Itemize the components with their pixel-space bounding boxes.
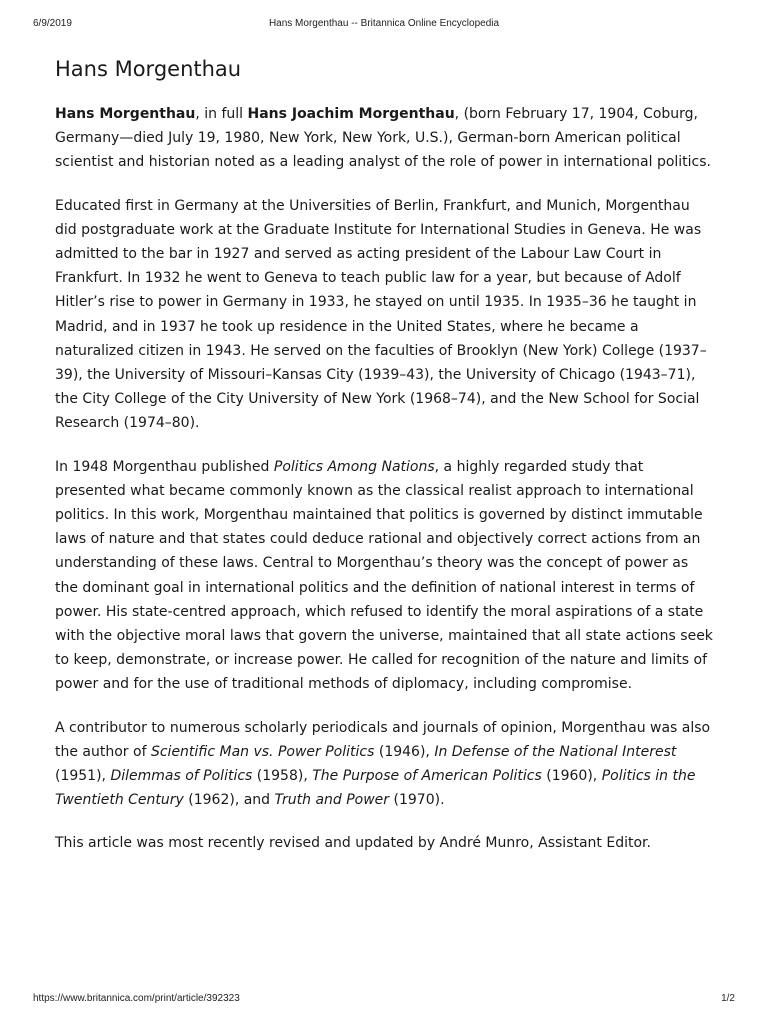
politics-among-nations-paragraph (55, 455, 715, 697)
paragraph-text: (1946), (374, 743, 435, 760)
page-number: 1/2 (721, 993, 735, 1004)
book-title: Scientific Man vs. Power Politics (150, 743, 375, 760)
paragraph-text: (1970). (389, 792, 445, 809)
book-title: Politics Among Nations (273, 458, 435, 475)
subject-full-name: Hans Joachim Morgenthau (247, 106, 455, 122)
education-paragraph: Educated first in Germany at the Universities of Berlin, Frankfurt, and Munich, Morgenthau did postgraduate work at the Graduate Institute for International Studies in Geneva. He was admitted to the bar in 1927 and served as acting president of the Labour Law Court in Frankfurt. In 1932 he went to Geneva to teach public law for a year, but because of Adolf Hitler’s rise to power in Germany in 1933, he stayed on until 1935. In 1935–36 he taught in Madrid, and in 1937 he took up residence in the United States, where he became a naturalized citizen in 1943. He served on the faculties of Brooklyn (New York) College (1937–39), the University of Missouri–Kansas City (1939–43), the University of Chicago (1943–71), the City College of the City University of New York (1968–74), and the New School for Social Research (1974–80). (55, 197, 707, 432)
print-source-url[interactable]: https://www.britannica.com/print/article/392323 (33, 993, 240, 1004)
print-footer (33, 992, 735, 1006)
publications-paragraph (55, 716, 715, 813)
article-title: Hans Morgenthau (55, 57, 242, 81)
paragraph-text: (1962), and (183, 792, 275, 809)
paragraph-text: (1958), (252, 768, 313, 785)
book-title: The Purpose of American Politics (312, 768, 542, 785)
paragraph-text: (1951), (55, 768, 111, 785)
intro-text: , in full (195, 106, 248, 122)
article (55, 54, 715, 875)
paragraph-text: , a highly regarded study that presented what became commonly known as the classical realist approach to international politics. In this work, Morgenthau maintained that politics is governed by distinct immutable laws of nature and that states could deduce rational and objectively correct actions from an understanding of these laws. Central to Morgenthau’s theory was the concept of power as the dominant goal in international politics and the definition of national interest in terms of power. His state-centred approach, which refused to identify the moral aspirations of a state with the objective moral laws that govern the universe, maintained that all state actions seek to keep, demonstrate, or increase power. He called for recognition of the nature and limits of power and for the use of traditional methods of diplomacy, including compromise. (55, 458, 713, 693)
print-page-title: Hans Morgenthau -- Britannica Online Encyclopedia (268, 18, 500, 29)
subject-name: Hans Morgenthau (55, 106, 196, 122)
intro-text: , (born February 17, 1904, Coburg, Germany—died July 19, 1980, New York, New York, U.S.), German-born American political scientist and historian noted as a leading analyst of the role of power in international politics. (55, 106, 711, 171)
book-title: Dilemmas of Politics (110, 768, 253, 785)
print-header (33, 17, 735, 31)
paragraph-text: A contributor to numerous scholarly periodicals and journals of opinion, Morgenthau was also the author of (55, 719, 711, 760)
book-title: Politics in the Twentieth Century (55, 768, 696, 809)
book-title: Truth and Power (274, 792, 390, 809)
print-date: 6/9/2019 (33, 18, 72, 29)
paragraph-text: (1960), (541, 768, 602, 785)
intro-paragraph (55, 102, 715, 175)
paragraph-text: In 1948 Morgenthau published (55, 458, 274, 475)
revision-note: This article was most recently revised and updated by André Munro, Assistant Editor. (55, 835, 651, 852)
book-title: In Defense of the National Interest (434, 743, 677, 760)
